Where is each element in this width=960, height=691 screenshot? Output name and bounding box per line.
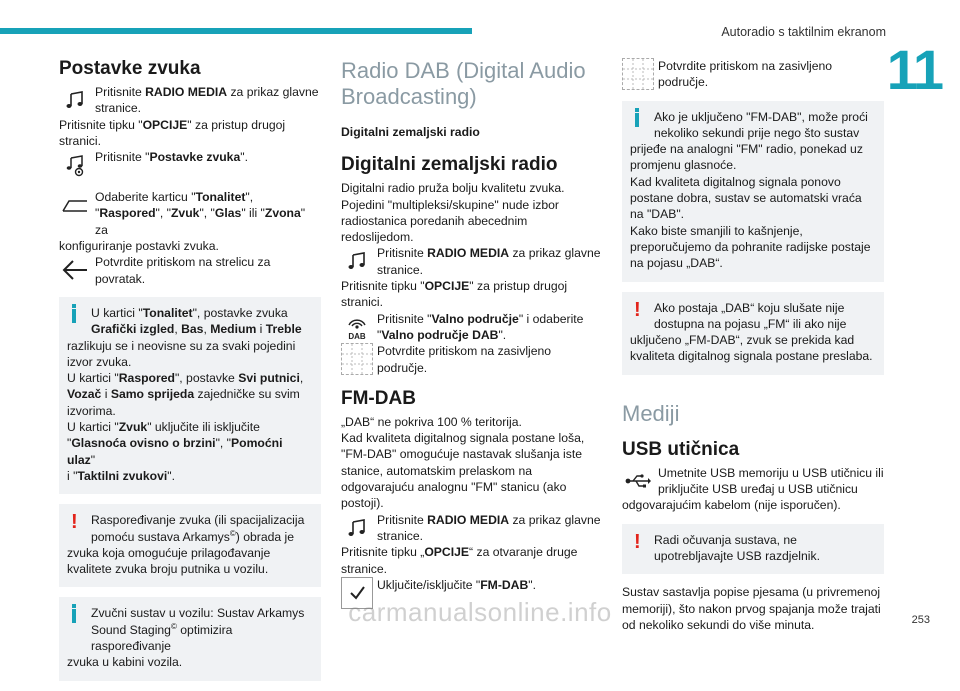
- step-text: Umetnite USB memoriju u USB utičnicu ili priključite USB uređaj u USB utičnicu: [658, 465, 884, 497]
- page-number: 253: [911, 614, 930, 626]
- step-radio-media: [341, 512, 603, 545]
- warning-icon: !: [634, 298, 641, 321]
- step-text: Potvrdite pritiskom na zasivljeno područje.: [377, 344, 552, 375]
- info-icon: [635, 108, 639, 112]
- warning-note-usb-hub: [622, 524, 884, 575]
- step-text: Potvrdite pritiskom na zasivljeno područje.: [658, 59, 833, 90]
- note-text: Ako postaja „DAB“ koju slušate nije dostupna na pojasu „FM“ ili ako nije: [654, 300, 847, 331]
- paragraph: Digitalni radio pruža bolju kvalitetu zvuka.: [341, 181, 565, 196]
- paragraph-playlists: Sustav sastavlja popise pjesama (u privremenoj memoriji), što nakon prvog spajanja može trajati od nekoliko sekundi do više minuta.: [622, 585, 881, 632]
- music-note-icon: [341, 245, 373, 277]
- note-text: U kartici "Tonalitet", postavke zvuka Grafički izgled, Bas, Medium i Treble: [91, 305, 302, 337]
- column-sound-settings: [59, 58, 321, 691]
- warning-icon: !: [634, 530, 641, 553]
- step-text: Potvrdite pritiskom na strelicu za povratak.: [95, 255, 271, 286]
- step-text: Odaberite karticu "Tonalitet", "Raspored", "Zvuk", "Glas" ili "Zvona" za: [95, 190, 306, 237]
- music-note-icon: [341, 512, 373, 544]
- step-text: Uključite/isključite "FM-DAB".: [377, 577, 536, 592]
- paragraph: „DAB“ ne pokriva 100 % teritorija.: [341, 414, 522, 429]
- step-band: [341, 311, 603, 344]
- note-text: Radi očuvanja sustava, ne upotrebljavajte USB razdjelnik.: [654, 532, 820, 563]
- warning-note-dab-unavailable: ! Ako postaja „DAB“ koju slušate nije dostupna na pojasu „FM“ ili ako nije uključeno „FM-DAB“, zvuk se prekida kad kvaliteta digitalnog signala postane preslaba.: [622, 292, 884, 375]
- step-radio-media: [341, 245, 603, 278]
- svg-text:DAB: DAB: [348, 331, 366, 341]
- paragraph: odgovarajućim kabelom (nije isporučen).: [622, 498, 841, 513]
- info-note-sound-staging: Zvučni sustav u vozilu: Sustav Arkamys Sound Staging© optimizira raspoređivanje zvuka u kabini vozila.: [59, 597, 321, 680]
- page-header-title: Autoradio s taktilnim ekranom: [721, 25, 886, 39]
- watermark-text: carmanualsonline.info: [348, 597, 612, 627]
- step-text: Pritisnite "Valno područje" i odaberite "Valno područje DAB".: [377, 311, 584, 342]
- chapter-number: 11: [886, 38, 942, 101]
- step-text: Pritisnite "Postavke zvuka".: [95, 150, 248, 165]
- back-arrow-icon: [59, 254, 91, 286]
- note-text: Zvučni sustav u vozilu: Sustav Arkamys Sound Staging© optimizira raspoređivanje: [91, 606, 305, 654]
- step-text: Pritisnite RADIO MEDIA za prikaz glavne stranice.: [377, 246, 601, 277]
- subtitle-digital-radio: Digitalni zemaljski radio: [341, 125, 480, 139]
- step-sound-settings: [59, 149, 321, 181]
- paragraph: Kad kvaliteta digitalnog signala postane loša, "FM-DAB" omogućuje nastavak slušanja iste stanice, automatskim prelaskom na odgovarajuću analognu "FM" stanicu (ako postoji).: [341, 431, 585, 511]
- music-note-icon: [59, 84, 91, 116]
- info-note-fm-dab: Ako je uključeno "FM-DAB", može proći nekoliko sekundi prije nego što sustav prijeđe na analogni "FM" radio, ponekad uz promjenu glasnoće. Kad kvaliteta digitalnog signala ponovo postane dobra, sustav se automatski vraća na "DAB". Kako biste smanjili to kašnjenje, preporučujemo da pohranite radijske postaje na pojasu „DAB“.: [622, 101, 884, 282]
- step-insert-usb: [622, 465, 884, 498]
- header-accent-bar: [0, 28, 472, 34]
- step-text: Pritisnite RADIO MEDIA za prikaz glavne stranice.: [377, 512, 601, 543]
- grey-area-icon: [622, 58, 654, 90]
- step-select-tab: [59, 189, 321, 238]
- section-heading-usb: USB utičnica: [622, 438, 740, 460]
- section-heading-digital-radio: Digitalni zemaljski radio: [341, 154, 558, 176]
- note-text: Ako je uključeno "FM-DAB", može proći nekoliko sekundi prije nego što sustav: [654, 109, 868, 140]
- step-confirm: [622, 58, 884, 91]
- paragraph-options: Pritisnite tipku "OPCIJE" za pristup drugoj stranici.: [341, 279, 568, 310]
- column-media: [622, 58, 884, 633]
- warning-icon: !: [71, 511, 78, 534]
- section-heading-sound-settings: Postavke zvuka: [59, 58, 201, 79]
- settings-music-icon: [59, 149, 91, 181]
- paragraph-configure: konfiguriranje postavki zvuka.: [59, 239, 219, 254]
- step-text: Pritisnite RADIO MEDIA za prikaz glavne stranice.: [95, 85, 319, 116]
- chapter-heading-dab: Radio DAB (Digital Audio Broadcasting): [341, 58, 586, 109]
- info-note-tabs: U kartici "Tonalitet", postavke zvuka Grafički izgled, Bas, Medium i Treble razlikuju se i neovisne su za svaki pojedini izvor zvuka. U kartici "Raspored", postavke Svi putnici, Vozač i Samo sprijeda zajedničke su svim izvorima. U kartici "Zvuk" uključite ili isključite "Glasnoća ovisno o brzini", "Pomoćni ulaz" i "Taktilni zvukovi".: [59, 297, 321, 494]
- dab-antenna-icon: [341, 311, 373, 343]
- step-confirm: [341, 343, 603, 376]
- step-radio-media: [59, 84, 321, 117]
- step-back-arrow: [59, 254, 321, 287]
- column-dab-radio: [341, 58, 603, 609]
- grey-area-icon: [341, 343, 373, 375]
- paragraph-options: Pritisnite tipku "OPCIJE" za pristup drugoj stranici.: [59, 117, 286, 148]
- paragraph: Pojedini "multipleksi/skupine" nude izbor radiostanica poredanih abecednim redoslijedom.: [341, 197, 559, 245]
- tab-shape-icon: [59, 189, 91, 221]
- section-heading-fm-dab: FM-DAB: [341, 387, 416, 409]
- warning-note-arkamys: ! Raspoređivanje zvuka (ili spacijalizacija pomoću sustava Arkamys©) obrada je zvuka koja omogućuje prilagođavanje kvalitete zvuka broju putnika u vozilu.: [59, 504, 321, 587]
- paragraph-options: Pritisnite tipku „OPCIJE“ za otvaranje druge stranice.: [341, 545, 578, 576]
- note-text: Raspoređivanje zvuka (ili spacijalizacija pomoću sustava Arkamys©) obrada je: [91, 513, 305, 544]
- chapter-heading-media: Mediji: [622, 400, 680, 426]
- info-icon: [72, 304, 76, 308]
- usb-icon: [622, 465, 654, 497]
